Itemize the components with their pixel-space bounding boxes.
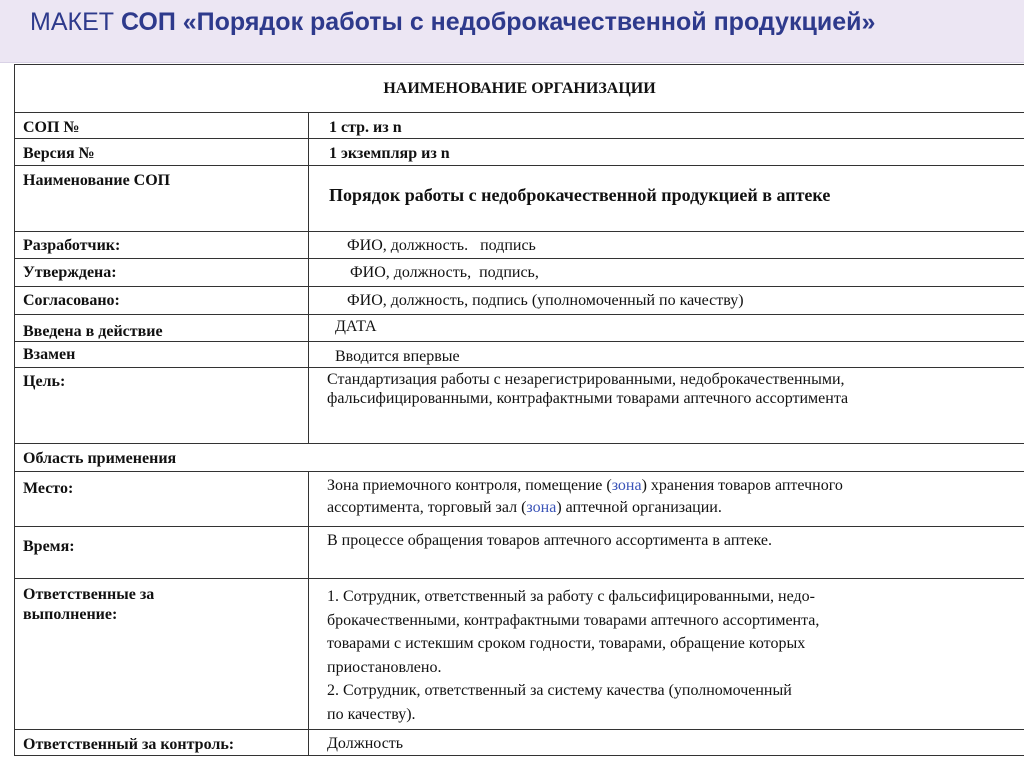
- table-row: [15, 287, 1024, 315]
- row-label: Ответственные за выполнение:: [15, 579, 309, 730]
- row-label: Ответственный за контроль:: [15, 730, 309, 756]
- table-row: [15, 139, 1024, 166]
- text-line: по качеству).: [327, 705, 416, 723]
- row-label: Версия №: [15, 139, 309, 166]
- org-name: НАИМЕНОВАНИЕ ОРГАНИЗАЦИИ: [15, 65, 1024, 113]
- row-value: Должность: [309, 730, 1024, 756]
- table-row: [15, 113, 1024, 139]
- row-value: ДАТА: [309, 315, 1024, 342]
- row-label: Введена в действие: [15, 315, 309, 342]
- table-row: [15, 166, 1024, 232]
- text-line: ассортимента, торговый зал (зона) аптечной организации.: [327, 499, 722, 516]
- row-label: Разработчик:: [15, 232, 309, 259]
- place-value: [309, 472, 1024, 527]
- table-row: [15, 315, 1024, 342]
- row-label: Цель:: [15, 368, 309, 444]
- table-row: [15, 527, 1024, 579]
- text-line: товарами с истекшим сроком годности, товарами, обращение которых: [327, 635, 806, 652]
- table-row: [15, 232, 1024, 259]
- sop-table: [14, 64, 1024, 756]
- text-line: Зона приемочного контроля, помещение (зона) хранения товаров аптечного: [327, 477, 843, 494]
- row-label: Время:: [15, 527, 309, 579]
- text-line: фальсифицированными, контрафактными товарами аптечного ассортимента: [327, 390, 849, 407]
- row-value: Вводится впервые: [309, 342, 1024, 368]
- row-value: ФИО, должность, подпись (уполномоченный по качеству): [309, 287, 1024, 315]
- text-line: 2. Сотрудник, ответственный за систему качества (уполномоченный: [327, 682, 792, 699]
- scope-label: Область применения: [15, 444, 1024, 472]
- row-label: Утверждена:: [15, 259, 309, 287]
- table-row: [15, 259, 1024, 287]
- goal-value: [309, 368, 1024, 444]
- table-row: [15, 579, 1024, 730]
- table-row: [15, 342, 1024, 368]
- row-value: В процессе обращения товаров аптечного ассортимента в аптеке.: [309, 527, 1024, 579]
- text-line: Стандартизация работы с незарегистрированными, недоброкачественными,: [327, 371, 845, 388]
- table-row: [15, 368, 1024, 444]
- table-row: [15, 472, 1024, 527]
- row-value: 1 стр. из n: [309, 113, 1024, 139]
- responsible-value: [309, 579, 1024, 730]
- slide-title: МАКЕТ СОП «Порядок работы с недоброкачественной продукцией»: [30, 8, 876, 36]
- text-line: приостановлено.: [327, 658, 442, 676]
- table-row: [15, 730, 1024, 756]
- row-label: Взамен: [15, 342, 309, 368]
- row-value: ФИО, должность. подпись: [309, 232, 1024, 259]
- text-line: брокачественными, контрафактными товарами аптечного ассортимента,: [327, 611, 820, 629]
- row-label: Согласовано:: [15, 287, 309, 315]
- scope-row: [15, 444, 1024, 472]
- sop-name-value: Порядок работы с недоброкачественной продукцией в аптеке: [309, 166, 1024, 232]
- org-row: [15, 65, 1024, 113]
- text-line: 1. Сотрудник, ответственный за работу с фальсифицированными, недо-: [327, 588, 815, 605]
- row-label: Наименование СОП: [15, 166, 309, 232]
- title-bar: [0, 0, 1024, 63]
- row-value: ФИО, должность, подпись,: [309, 259, 1024, 287]
- row-value: 1 экземпляр из n: [309, 139, 1024, 166]
- row-label: СОП №: [15, 113, 309, 139]
- row-label: Место:: [15, 472, 309, 527]
